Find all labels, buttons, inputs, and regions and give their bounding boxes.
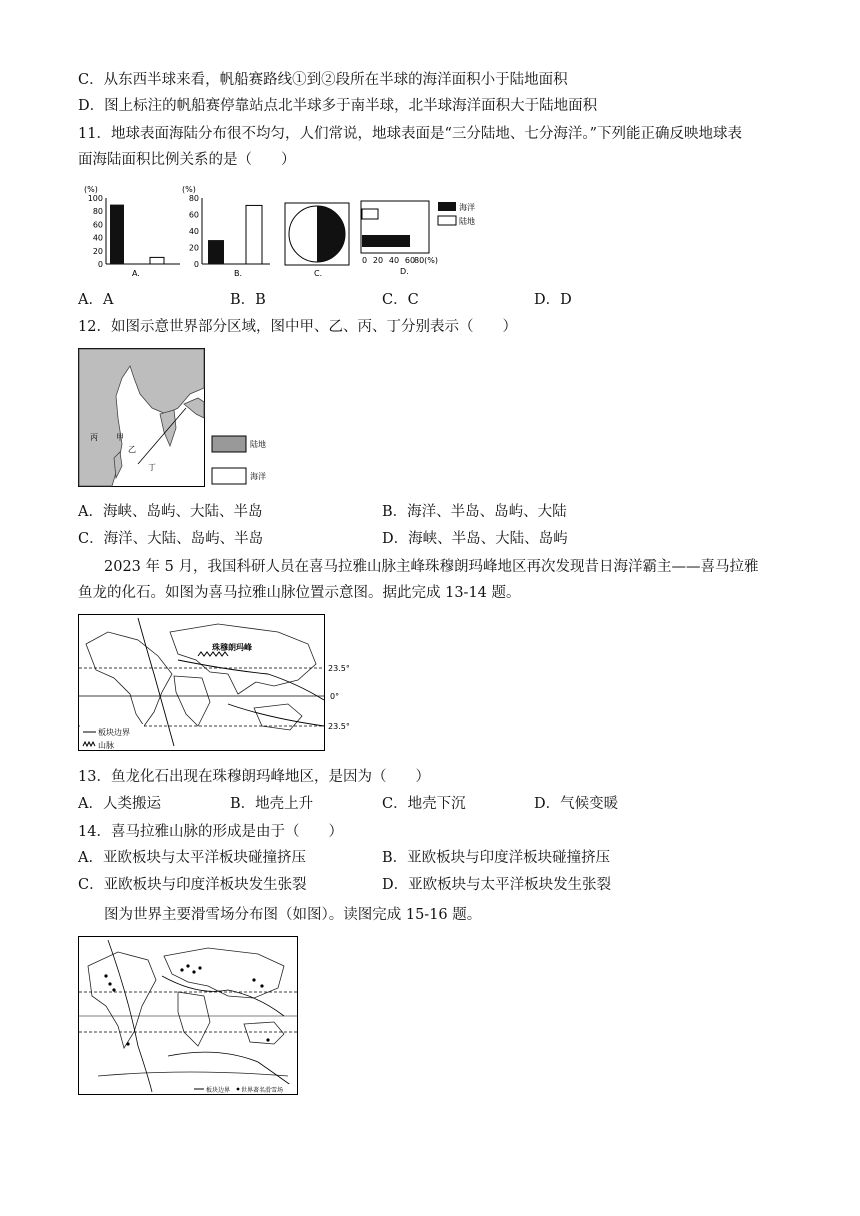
q13-option-d: D．气候变暖 <box>534 796 619 812</box>
chart-d <box>360 200 490 276</box>
chart-a-bar-land <box>150 257 164 264</box>
chart-a-ytick-1: 80 <box>92 207 103 217</box>
q12-stem: 12．如图示意世界部分区域，图中甲、乙、丙、丁分别表示（ ） <box>78 319 517 335</box>
q12-option-a: A．海峡、岛屿、大陆、半岛 <box>78 504 263 520</box>
intro13-line2: 鱼龙的化石。如图为喜马拉雅山脉位置示意图。据此完成 13-14 题。 <box>78 585 521 601</box>
q14-option-d: D．亚欧板块与太平洋板块发生张裂 <box>382 877 612 893</box>
chart-d-label: D. <box>400 267 409 276</box>
chart-d-legend-land: 陆地 <box>459 217 475 226</box>
chart-c <box>284 202 354 276</box>
map12-label-jia: 甲 <box>116 433 124 442</box>
q11-stem-line1: 11．地球表面海陆分布很不均匀，人们常说，地球表面是“三分陆地、七分海洋。”下列能正确反映地球表 <box>78 126 743 142</box>
q13-option-c: C．地壳下沉 <box>382 796 466 812</box>
q13-option-b: B．地壳上升 <box>230 796 314 812</box>
q12-option-b: B．海洋、半岛、岛屿、大陆 <box>382 504 567 520</box>
q13-stem: 13．鱼龙化石出现在珠穆朗玛峰地区，是因为（ ） <box>78 769 430 785</box>
map13-lat-north: 23.5° <box>328 664 350 673</box>
chart-a-label: A. <box>132 269 140 276</box>
chart-c-label: C. <box>314 269 323 276</box>
chart-d-xtick-2: 40 <box>388 256 400 265</box>
q12-map <box>78 348 288 490</box>
q14-option-c: C．亚欧板块与印度洋板块发生张裂 <box>78 877 307 893</box>
map13 <box>78 614 358 754</box>
q14-option-a: A．亚欧板块与太平洋板块碰撞挤压 <box>78 850 306 866</box>
q11-option-c: C．C <box>382 292 419 308</box>
chart-a-ytick-5: 0 <box>97 260 103 269</box>
map13-peak-label: 珠穆朗玛峰 <box>212 642 252 652</box>
chart-a-unit: (%) <box>84 185 98 194</box>
map15-legend-boundary: 板块边界 <box>206 1087 231 1094</box>
q11-stem-line2: 面海陆面积比例关系的是（ ） <box>78 152 296 168</box>
q13-option-a: A．人类搬运 <box>78 796 161 812</box>
chart-a-ytick-4: 20 <box>92 246 103 256</box>
map13-legend-mountain: 山脉 <box>98 741 114 750</box>
map12-legend-land: 陆地 <box>250 440 266 449</box>
chart-a-bar-ocean <box>110 205 124 264</box>
map15 <box>78 936 300 1096</box>
chart-d-xtick-3: 60 <box>404 256 416 265</box>
chart-b-ytick-1: 60 <box>188 210 199 220</box>
map12-label-yi: 乙 <box>128 445 136 454</box>
chart-b-ytick-4: 0 <box>193 260 199 269</box>
chart-d-bar-ocean <box>362 235 410 247</box>
chart-b-unit: (%) <box>182 185 196 194</box>
chart-d-xtick-1: 20 <box>372 256 384 265</box>
q11-option-b: B．B <box>230 292 266 308</box>
chart-b-bar-ocean <box>208 240 224 264</box>
chart-b-bar-land <box>246 205 262 264</box>
intro13-line1: 2023 年 5 月，我国科研人员在喜马拉雅山脉主峰珠穆朗玛峰地区再次发现昔日海洋霸主——喜马拉雅 <box>104 559 759 575</box>
chart-a-ytick-0: 100 <box>87 194 103 203</box>
chart-a-ytick-3: 40 <box>92 233 103 243</box>
map13-lat-equator: 0° <box>330 692 340 701</box>
q12-option-c: C．海洋、大陆、岛屿、半岛 <box>78 531 264 547</box>
map12-label-bing: 丙 <box>90 433 98 442</box>
q11-option-d: D．D <box>534 292 572 308</box>
chart-a <box>84 184 184 276</box>
q11-option-a: A．A <box>78 292 114 308</box>
chart-d-bar-land <box>362 209 378 219</box>
chart-b-ytick-3: 20 <box>188 243 199 253</box>
chart-b-ytick-0: 80 <box>188 194 199 203</box>
q10-option-c: C．从东西半球来看，帆船赛路线①到②段所在半球的海洋面积小于陆地面积 <box>78 72 568 88</box>
map12-legend-ocean: 海洋 <box>250 472 266 481</box>
map12-label-ding: 丁 <box>148 463 156 472</box>
q14-stem: 14．喜马拉雅山脉的形成是由于（ ） <box>78 824 343 840</box>
chart-b-ytick-2: 40 <box>188 227 199 236</box>
chart-b-label: B. <box>234 269 243 276</box>
chart-d-legend-ocean: 海洋 <box>459 203 475 212</box>
chart-b <box>182 184 274 276</box>
q10-option-d: D．图上标注的帆船赛停靠站点北半球多于南半球，北半球海洋面积大于陆地面积 <box>78 98 598 114</box>
chart-d-xtick-0: 0 <box>362 256 368 265</box>
intro15-line1: 图为世界主要滑雪场分布图（如图）。读图完成 15-16 题。 <box>104 907 482 923</box>
chart-a-ytick-2: 60 <box>92 220 103 230</box>
map13-legend-boundary: 板块边界 <box>98 728 130 737</box>
q14-option-b: B．亚欧板块与印度洋板块碰撞挤压 <box>382 850 611 866</box>
q12-option-d: D．海峡、半岛、大陆、岛屿 <box>382 531 568 547</box>
map13-lat-south: 23.5° <box>328 722 350 731</box>
chart-d-xtick-4: 80(%) <box>413 256 439 265</box>
map15-legend-ski: 世界著名滑雪场 <box>241 1087 284 1094</box>
